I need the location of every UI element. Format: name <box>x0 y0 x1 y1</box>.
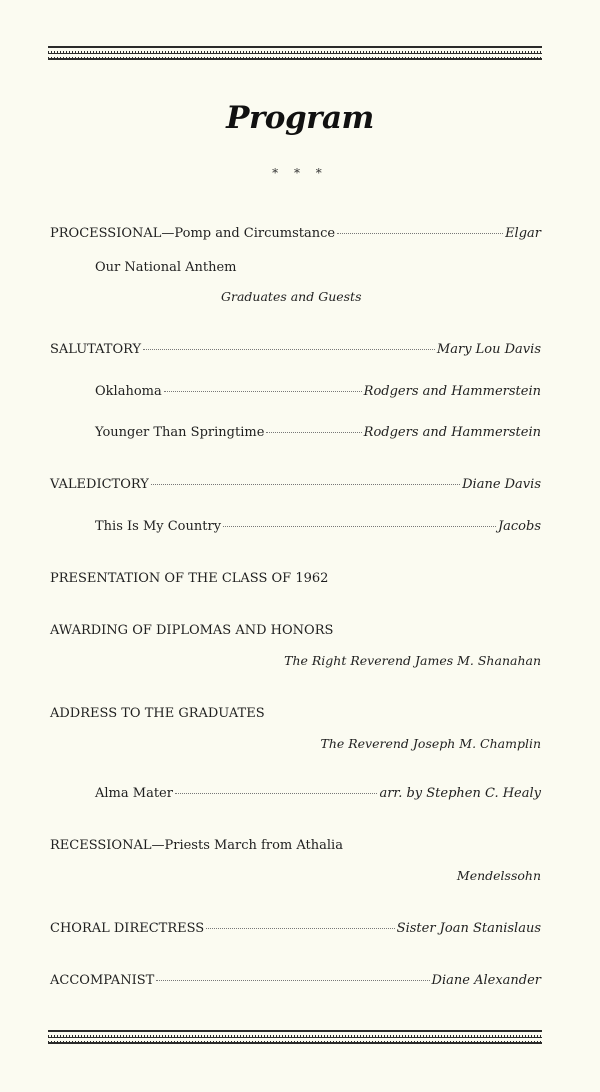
anthem-line: Our National Anthem <box>95 260 237 275</box>
ornament-stars: * * * <box>272 166 328 180</box>
program-row-choral <box>50 921 541 936</box>
dot-leader <box>266 432 361 433</box>
presentation-line: PRESENTATION OF THE CLASS OF 1962 <box>50 571 329 586</box>
salutatory-label: SALUTATORY <box>50 342 142 357</box>
valedictory-speaker: Diane Davis <box>462 477 541 492</box>
choral-director: Sister Joan Stanislaus <box>396 921 541 936</box>
alma-label: Alma Mater <box>95 786 173 801</box>
program-row-younger <box>95 425 541 440</box>
salutatory-speaker: Mary Lou Davis <box>436 342 541 357</box>
program-row-accompanist <box>50 973 541 988</box>
oklahoma-composer: Rodgers and Hammerstein <box>363 384 541 399</box>
dot-leader <box>151 484 460 485</box>
country-composer: Jacobs <box>497 519 541 534</box>
bottom-border-ornament <box>48 1030 542 1044</box>
awarding-presenter: The Right Reverend James M. Shanahan <box>284 653 541 668</box>
dot-leader <box>223 526 496 527</box>
dot-leader <box>156 980 429 981</box>
top-border-ornament <box>48 46 542 60</box>
dot-leader <box>143 349 435 350</box>
choral-label: CHORAL DIRECTRESS <box>50 921 205 936</box>
dot-leader <box>164 391 362 392</box>
program-row-alma-mater <box>95 786 541 801</box>
processional-composer: Elgar <box>505 226 541 241</box>
address-speaker: The Reverend Joseph M. Champlin <box>320 736 541 751</box>
recessional-composer: Mendelssohn <box>456 868 541 883</box>
address-line: ADDRESS TO THE GRADUATES <box>50 706 265 721</box>
program-row-oklahoma <box>95 384 541 399</box>
awarding-line: AWARDING OF DIPLOMAS AND HONORS <box>50 623 334 638</box>
page-title: Program <box>226 100 374 136</box>
processional-label: PROCESSIONAL—Pomp and Circumstance <box>50 226 336 241</box>
dot-leader <box>175 793 377 794</box>
alma-arranger: arr. by Stephen C. Healy <box>379 786 541 801</box>
program-row-salutatory <box>50 342 541 357</box>
program-row-country <box>95 519 541 534</box>
accompanist-label: ACCOMPANIST <box>50 973 155 988</box>
younger-composer: Rodgers and Hammerstein <box>363 425 541 440</box>
valedictory-label: VALEDICTORY <box>50 477 149 492</box>
oklahoma-label: Oklahoma <box>95 384 162 399</box>
anthem-performers: Graduates and Guests <box>221 289 362 304</box>
dot-leader <box>337 233 503 234</box>
younger-label: Younger Than Springtime <box>95 425 265 440</box>
accompanist-name: Diane Alexander <box>431 973 541 988</box>
dot-leader <box>206 928 394 929</box>
program-row-valedictory <box>50 477 541 492</box>
recessional-line: RECESSIONAL—Priests March from Athalia <box>50 838 343 853</box>
country-label: This Is My Country <box>95 519 222 534</box>
program-row-processional <box>50 226 541 241</box>
